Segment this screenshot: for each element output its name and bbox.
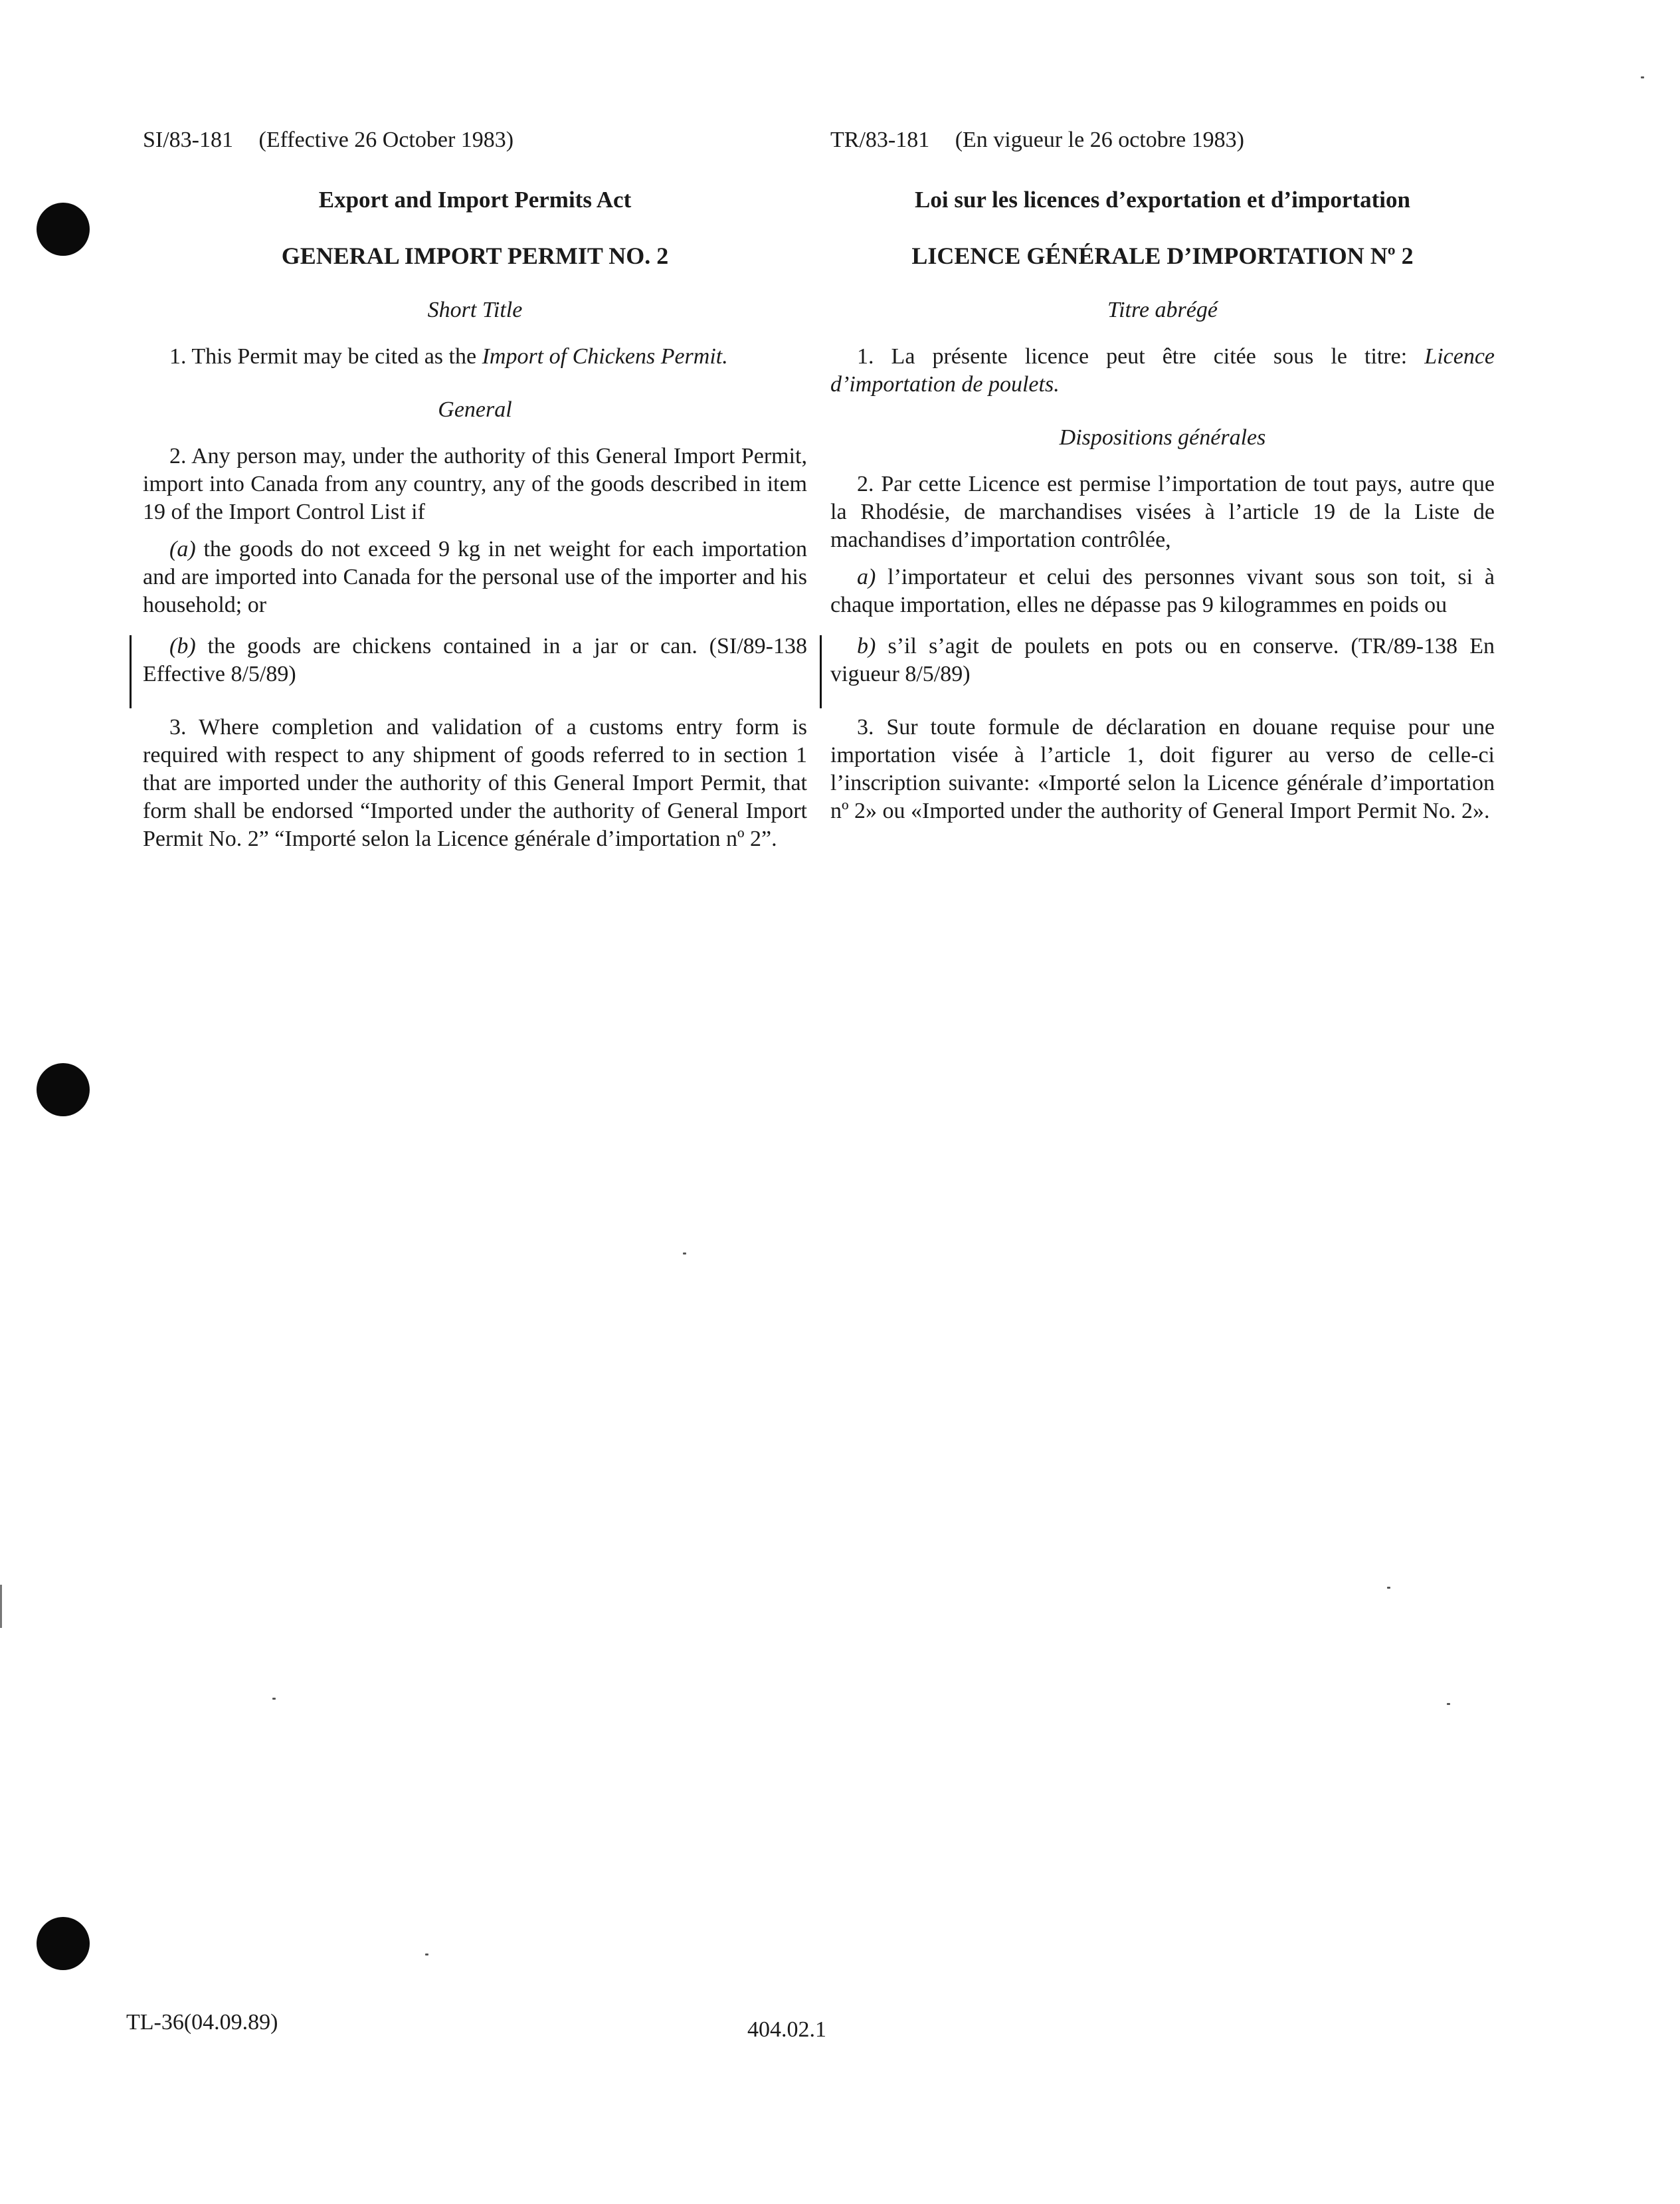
en-section-2-b	[143, 633, 807, 688]
fr-section-2-a-label: a)	[857, 565, 876, 589]
fr-section-2: 2. Par cette Licence est permise l’importation de tout pays, autre que la Rhodésie, de marchandises visées à l’article 19 de la Liste de machandises d’importation contrôlée,	[830, 472, 1495, 552]
en-short-title-heading: Short Title	[427, 298, 523, 322]
fr-section-2-a	[830, 563, 1495, 619]
french-column	[830, 126, 1495, 851]
en-section-2-b-text: the goods are chickens contained in a jar or can. (SI/89-138 Effective 8/5/89)	[143, 634, 807, 686]
fr-section-1	[830, 343, 1495, 399]
en-section-2-b-label: (b)	[169, 634, 196, 658]
en-act-title: Export and Import Permits Act	[318, 187, 632, 213]
scan-speck	[425, 1954, 428, 1955]
en-effective-date: (Effective 26 October 1983)	[258, 128, 514, 152]
scan-speck	[272, 1698, 276, 1700]
fr-section-2-b-text: s’il s’agit de poulets en pots ou en conserve. (TR/89-138 En vigueur 8/5/89)	[830, 634, 1495, 686]
fr-section-2-b	[830, 633, 1495, 688]
en-section-2-a	[143, 536, 807, 619]
scan-speck	[1641, 76, 1644, 78]
fr-effective-date: (En vigueur le 26 octobre 1983)	[955, 128, 1244, 152]
en-regulation-number: SI/83-181	[143, 128, 233, 152]
scan-speck	[1447, 1703, 1450, 1705]
footer-page-number: 404.02.1	[747, 2017, 826, 2042]
en-section-3: 3. Where completion and validation of a customs entry form is required with respect to any shipment of goods referred to in section 1 that are imported under the authority of this General Import Permit, that form shall be endorsed “Imported under the authority of General Import Permit No. 2” “Importé selon la Licence générale d’importation nº 2”.	[143, 715, 807, 851]
en-section-2: 2. Any person may, under the authority of this General Import Permit, import into Canada from any country, any of the goods described in item 19 of the Import Control List if	[143, 444, 807, 524]
binder-hole-bottom	[37, 1917, 90, 1970]
en-permit-title: GENERAL IMPORT PERMIT NO. 2	[281, 243, 669, 269]
scan-speck	[1387, 1587, 1390, 1589]
fr-short-title-heading: Titre abrégé	[1107, 298, 1218, 322]
binder-hole-top	[37, 203, 90, 256]
fr-section-1-citation: Licence d’importation de poulets.	[830, 344, 1495, 397]
fr-general-heading: Dispositions générales	[1059, 425, 1266, 450]
en-section-1	[143, 343, 807, 371]
fr-section-2-a-text: l’importateur et celui des personnes vivant sous son toit, si à chaque importation, elles ne dépasse pas 9 kilogrammes en poids ou	[830, 565, 1495, 617]
en-reference-line	[143, 126, 807, 154]
fr-reference-line	[830, 126, 1495, 154]
en-section-2-a-label: (a)	[169, 537, 196, 561]
binder-hole-middle	[37, 1063, 90, 1116]
footer-transmittal-code: TL-36(04.09.89)	[126, 2010, 278, 2035]
en-section-1-citation: Import of Chickens Permit.	[482, 344, 728, 369]
scan-speck	[683, 1252, 686, 1254]
fr-act-title: Loi sur les licences d’exportation et d’importation	[915, 187, 1410, 213]
scan-edge-mark	[0, 1585, 2, 1628]
en-general-heading: General	[438, 397, 512, 422]
en-section-2-a-text: the goods do not exceed 9 kg in net weight for each importation and are imported into Canada for the personal use of the importer and his household; or	[143, 537, 807, 617]
fr-section-2-b-label: b)	[857, 634, 876, 658]
fr-permit-title: LICENCE GÉNÉRALE D’IMPORTATION Nº 2	[911, 243, 1414, 269]
fr-section-3: 3. Sur toute formule de déclaration en douane requise pour une importation visée à l’article 1, doit figurer au verso de celle-ci l’inscription suivante: «Importé selon la Licence générale d’importation nº 2» ou «Imported under the authority of General Import Permit No. 2».	[830, 715, 1495, 823]
en-section-1-text: 1. This Permit may be cited as the	[169, 344, 482, 369]
fr-section-1-text: 1. La présente licence peut être citée sous le titre:	[857, 344, 1425, 369]
fr-regulation-number: TR/83-181	[830, 128, 930, 152]
english-column	[143, 126, 807, 878]
